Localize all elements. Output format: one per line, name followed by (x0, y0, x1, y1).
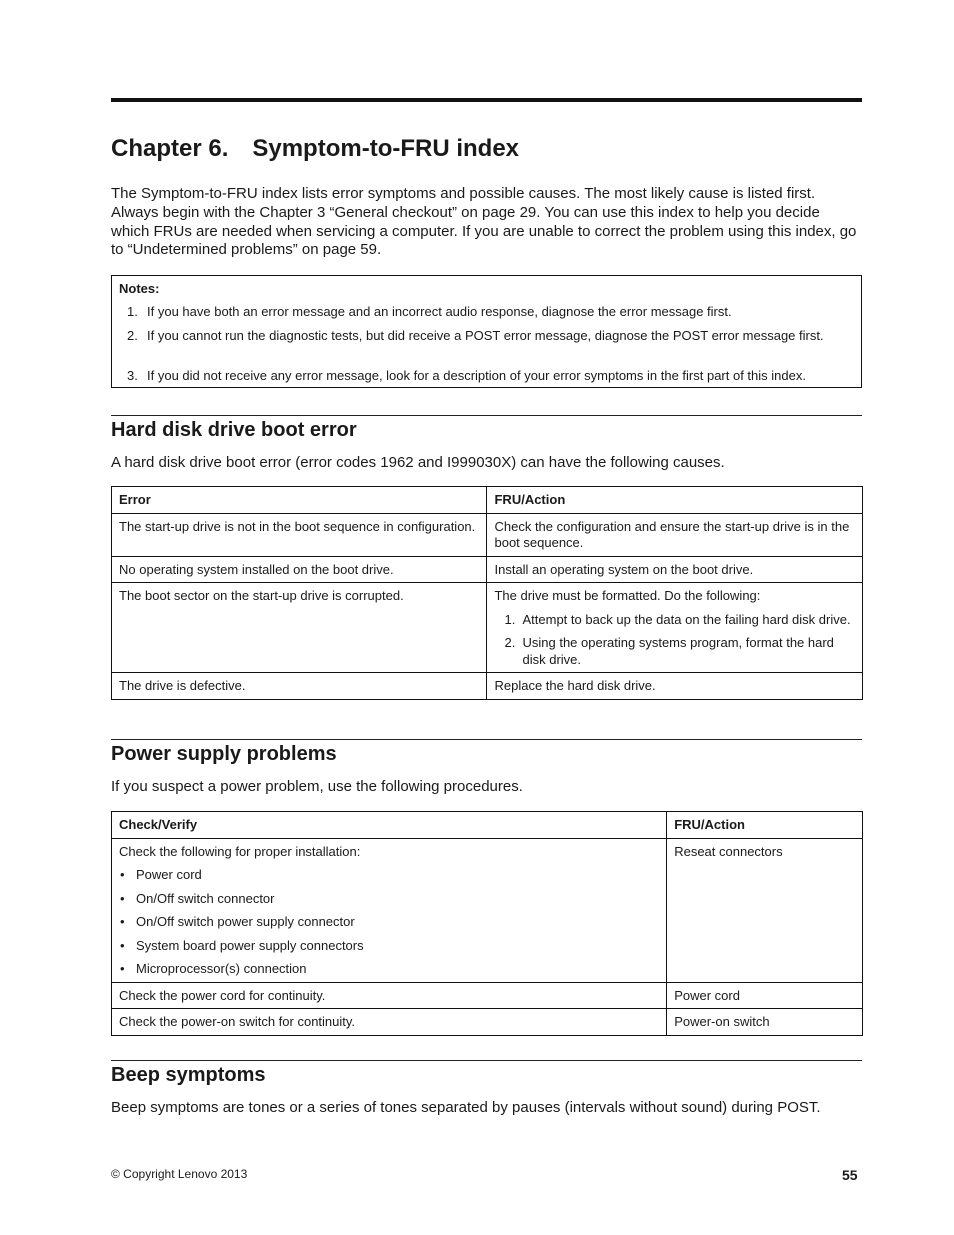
cell-error: No operating system installed on the boot drive. (112, 556, 487, 583)
cell-action: Power cord (667, 982, 863, 1009)
step-number: 1. (504, 611, 516, 627)
hdd-table (111, 486, 863, 700)
chapter-title: Chapter 6. Symptom-to-FRU index (111, 135, 520, 162)
cell-action: Power-on switch (667, 1009, 863, 1036)
table-row (112, 556, 863, 583)
list-item (494, 635, 855, 668)
note-number: 1. (127, 304, 138, 319)
list-item (119, 867, 659, 884)
note-number: 2. (127, 328, 138, 343)
cell-check: Check the power-on switch for continuity. (112, 1009, 667, 1036)
power-table (111, 811, 863, 1036)
action-text: The drive must be formatted. Do the following: (494, 588, 761, 603)
notes-box (111, 275, 862, 388)
notes-title: Notes: (119, 281, 160, 296)
bullet-icon: • (120, 867, 125, 882)
table-row (112, 583, 863, 673)
section-title-hdd: Hard disk drive boot error (111, 419, 357, 441)
table-row (112, 513, 863, 556)
cell-error: The start-up drive is not in the boot sequence in configuration. (112, 513, 487, 556)
footer-copyright: © Copyright Lenovo 2013 (111, 1167, 248, 1181)
section-rule (111, 1060, 862, 1061)
header-error: Error (112, 487, 487, 514)
step-text: Using the operating systems program, format the hard disk drive. (522, 635, 834, 667)
bullet-icon: • (120, 890, 125, 906)
section-rule (111, 739, 862, 740)
cell-action: Install an operating system on the boot drive. (487, 556, 863, 583)
note-text: If you cannot run the diagnostic tests, but did receive a POST error message, diagnose the POST error message first. (147, 328, 824, 343)
note-number: 3. (127, 368, 138, 383)
section-text-beep: Beep symptoms are tones or a series of tones separated by pauses (intervals without sound) during POST. (111, 1099, 821, 1116)
bullet-text: System board power supply connectors (136, 937, 364, 953)
bullet-icon: • (120, 937, 125, 953)
bullet-icon: • (120, 961, 125, 976)
top-rule (111, 98, 862, 102)
table-header-row (112, 487, 863, 514)
cell-error: The boot sector on the start-up drive is corrupted. (112, 583, 487, 673)
section-text-hdd: A hard disk drive boot error (error codes 1962 and I999030X) can have the following causes. (111, 454, 725, 471)
cell-action: Check the configuration and ensure the start-up drive is in the boot sequence. (487, 513, 863, 556)
list-item (119, 891, 659, 908)
note-text: If you have both an error message and an incorrect audio response, diagnose the error message first. (147, 304, 732, 319)
section-rule (111, 415, 862, 416)
page-number: 55 (842, 1167, 858, 1183)
section-text-power: If you suspect a power problem, use the following procedures. (111, 778, 523, 795)
header-check-verify: Check/Verify (112, 812, 667, 839)
cell-action: Replace the hard disk drive. (487, 673, 863, 700)
check-text: Check the following for proper installation: (119, 843, 361, 859)
chapter-intro: The Symptom-to-FRU index lists error symptoms and possible causes. The most likely cause is listed first. Always begin with the Chapter 3 “General checkout” on page 29. You can use this index to help you decide which FRUs are needed when servicing a computer. If you are unable to correct the problem using this index, go to “Undetermined problems” on page 59. (111, 185, 857, 259)
bullet-icon: • (120, 914, 125, 929)
section-title-power: Power supply problems (111, 743, 337, 765)
header-fru-action: FRU/Action (487, 487, 863, 514)
cell-action (487, 583, 863, 673)
section-title-beep: Beep symptoms (111, 1064, 266, 1086)
list-item (119, 914, 659, 931)
cell-check: Check the power cord for continuity. (112, 982, 667, 1009)
bullet-text: On/Off switch power supply connector (136, 914, 355, 929)
list-item (119, 961, 659, 978)
table-header-row (112, 812, 863, 839)
list-item (494, 612, 855, 629)
cell-action: Reseat connectors (667, 838, 863, 982)
table-row (112, 1009, 863, 1036)
step-text: Attempt to back up the data on the failing hard disk drive. (522, 611, 851, 627)
bullet-text: Microprocessor(s) connection (136, 961, 307, 976)
bullet-text: Power cord (136, 867, 202, 882)
cell-check (112, 838, 667, 982)
list-item (119, 938, 659, 955)
header-fru-action: FRU/Action (667, 812, 863, 839)
table-row (112, 673, 863, 700)
cell-error: The drive is defective. (112, 673, 487, 700)
step-number: 2. (504, 635, 516, 650)
bullet-text: On/Off switch connector (136, 890, 275, 906)
table-row (112, 838, 863, 982)
table-row (112, 982, 863, 1009)
note-text: If you did not receive any error message, look for a description of your error symptoms in the first part of this index. (147, 368, 806, 383)
